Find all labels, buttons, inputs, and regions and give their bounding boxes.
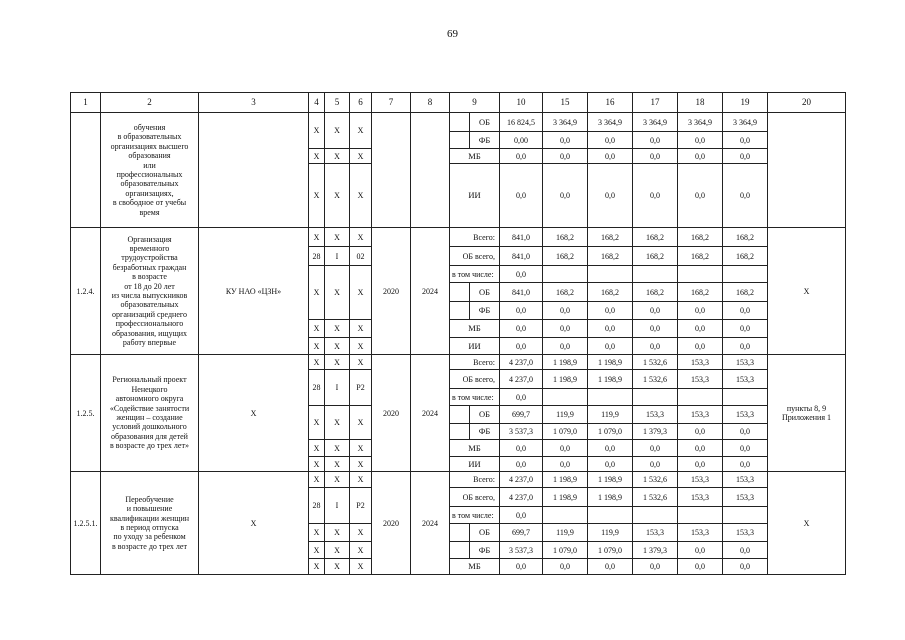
value-cell: 0,0 (588, 440, 633, 457)
value-cell (588, 507, 633, 524)
value-cell: 699,7 (500, 524, 543, 542)
value-cell: 0,0 (500, 320, 543, 338)
value-cell: 0,0 (543, 132, 588, 149)
value-cell: 0,0 (678, 559, 723, 575)
code-4: Х (309, 542, 325, 559)
funding-type: МБ (450, 559, 500, 575)
funding-type: ОБ (470, 283, 500, 302)
year-end: 2024 (411, 355, 450, 472)
funding-type: ИИ (450, 164, 500, 228)
code-5: Х (325, 228, 350, 247)
code-4: Х (309, 113, 325, 149)
value-cell: 168,2 (678, 228, 723, 247)
col20-cell: Х (768, 472, 846, 575)
column-header: 17 (633, 93, 678, 113)
table-row (71, 472, 846, 488)
code-4: Х (309, 266, 325, 320)
funding-type: ОБ всего, (450, 488, 500, 507)
description-cell: Переобучение и повышение квалификации женщин в период отпуска по уходу за ребенком в возрасте до трех лет (101, 472, 199, 575)
value-cell: 1 198,9 (588, 355, 633, 370)
column-header: 15 (543, 93, 588, 113)
funding-type: в том числе: (450, 266, 500, 283)
value-cell: 119,9 (588, 524, 633, 542)
funding-type: ОБ всего, (450, 370, 500, 389)
funding-type: ФБ (470, 542, 500, 559)
value-cell (678, 389, 723, 406)
value-cell: 1 079,0 (588, 542, 633, 559)
column-header: 5 (325, 93, 350, 113)
year-start (372, 113, 411, 228)
value-cell: 1 198,9 (543, 488, 588, 507)
value-cell (678, 507, 723, 524)
value-cell: 168,2 (588, 247, 633, 266)
code-6: 02 (350, 247, 372, 266)
column-header: 1 (71, 93, 101, 113)
value-cell: 0,0 (588, 149, 633, 164)
code-6: Х (350, 559, 372, 575)
value-cell: 0,0 (723, 338, 768, 355)
value-cell: 1 079,0 (543, 424, 588, 440)
year-start: 2020 (372, 228, 411, 355)
code-5: Х (325, 524, 350, 542)
code-6: Х (350, 228, 372, 247)
funding-type: ФБ (470, 132, 500, 149)
value-cell: 153,3 (723, 488, 768, 507)
code-4: 28 (309, 370, 325, 406)
column-header: 18 (678, 93, 723, 113)
code-6: Х (350, 113, 372, 149)
value-cell: 153,3 (633, 524, 678, 542)
value-cell: 168,2 (633, 228, 678, 247)
code-6: Х (350, 149, 372, 164)
value-cell: 153,3 (678, 524, 723, 542)
funding-type: Всего: (450, 355, 500, 370)
code-6: Р2 (350, 488, 372, 524)
value-cell (633, 507, 678, 524)
value-cell (588, 389, 633, 406)
value-cell: 0,0 (543, 320, 588, 338)
value-cell: 0,0 (588, 302, 633, 320)
col20-cell: пункты 8, 9 Приложения 1 (768, 355, 846, 472)
value-cell: 168,2 (543, 247, 588, 266)
code-6: Х (350, 542, 372, 559)
value-cell: 153,3 (723, 370, 768, 389)
value-cell: 0,0 (588, 559, 633, 575)
code-4: 28 (309, 488, 325, 524)
value-cell: 168,2 (678, 247, 723, 266)
value-cell: 0,0 (723, 320, 768, 338)
value-cell: 168,2 (543, 228, 588, 247)
value-cell: 0,0 (500, 164, 543, 228)
value-cell: 0,0 (543, 559, 588, 575)
funding-type-spacer (450, 283, 470, 302)
value-cell: 153,3 (678, 488, 723, 507)
value-cell: 4 237,0 (500, 370, 543, 389)
code-6: Р2 (350, 370, 372, 406)
funding-type: ОБ всего, (450, 247, 500, 266)
value-cell: 841,0 (500, 283, 543, 302)
value-cell: 1 079,0 (543, 542, 588, 559)
value-cell: 0,0 (678, 320, 723, 338)
value-cell: 0,0 (500, 389, 543, 406)
value-cell: 153,3 (723, 524, 768, 542)
value-cell: 0,0 (500, 457, 543, 472)
value-cell: 0,0 (588, 164, 633, 228)
value-cell: 3 537,3 (500, 424, 543, 440)
funding-type: Всего: (450, 472, 500, 488)
value-cell: 119,9 (543, 406, 588, 424)
value-cell: 0,0 (723, 302, 768, 320)
value-cell: 0,0 (588, 320, 633, 338)
code-6: Х (350, 320, 372, 338)
value-cell: 1 532,6 (633, 370, 678, 389)
value-cell: 0,00 (500, 132, 543, 149)
value-cell: 4 237,0 (500, 488, 543, 507)
value-cell: 168,2 (543, 283, 588, 302)
item-number: 1.2.5. (71, 355, 101, 472)
code-6: Х (350, 266, 372, 320)
value-cell (633, 389, 678, 406)
value-cell: 1 379,3 (633, 542, 678, 559)
code-5: Х (325, 355, 350, 370)
code-5: I (325, 247, 350, 266)
year-end: 2024 (411, 228, 450, 355)
executor-cell: КУ НАО «ЦЗН» (199, 228, 309, 355)
value-cell: 3 364,9 (633, 113, 678, 132)
value-cell: 153,3 (678, 355, 723, 370)
value-cell (723, 507, 768, 524)
value-cell: 1 198,9 (588, 488, 633, 507)
budget-table (70, 92, 846, 575)
value-cell: 168,2 (588, 283, 633, 302)
value-cell: 0,0 (678, 132, 723, 149)
value-cell: 0,0 (500, 266, 543, 283)
value-cell: 4 237,0 (500, 472, 543, 488)
funding-type: в том числе: (450, 507, 500, 524)
value-cell: 0,0 (723, 164, 768, 228)
value-cell: 0,0 (588, 132, 633, 149)
code-4: Х (309, 524, 325, 542)
column-header: 7 (372, 93, 411, 113)
table-row (71, 228, 846, 247)
executor-cell (199, 113, 309, 228)
code-5: Х (325, 164, 350, 228)
value-cell: 153,3 (678, 406, 723, 424)
value-cell: 168,2 (723, 283, 768, 302)
funding-type-spacer (450, 113, 470, 132)
value-cell: 0,0 (633, 132, 678, 149)
value-cell: 0,0 (500, 302, 543, 320)
funding-type-spacer (450, 132, 470, 149)
year-end (411, 113, 450, 228)
value-cell: 1 379,3 (633, 424, 678, 440)
value-cell: 16 824,5 (500, 113, 543, 132)
value-cell: 0,0 (678, 149, 723, 164)
code-6: Х (350, 524, 372, 542)
num-cell (71, 113, 101, 228)
value-cell: 1 198,9 (543, 370, 588, 389)
value-cell: 0,0 (723, 440, 768, 457)
code-4: Х (309, 472, 325, 488)
funding-type: ОБ (470, 524, 500, 542)
funding-type: МБ (450, 440, 500, 457)
value-cell: 1 198,9 (588, 472, 633, 488)
table-row (71, 113, 846, 132)
funding-type: Всего: (450, 228, 500, 247)
value-cell: 3 537,3 (500, 542, 543, 559)
value-cell: 3 364,9 (588, 113, 633, 132)
value-cell (588, 266, 633, 283)
value-cell: 0,0 (633, 338, 678, 355)
value-cell: 0,0 (678, 542, 723, 559)
funding-type-spacer (450, 406, 470, 424)
value-cell: 1 532,6 (633, 488, 678, 507)
funding-type: ОБ (470, 406, 500, 424)
funding-type: ОБ (470, 113, 500, 132)
code-5: I (325, 370, 350, 406)
funding-type: ИИ (450, 457, 500, 472)
value-cell: 0,0 (543, 164, 588, 228)
column-header: 10 (500, 93, 543, 113)
value-cell: 0,0 (633, 559, 678, 575)
code-6: Х (350, 355, 372, 370)
value-cell: 0,0 (723, 542, 768, 559)
code-6: Х (350, 457, 372, 472)
value-cell: 0,0 (633, 457, 678, 472)
code-6: Х (350, 164, 372, 228)
value-cell: 0,0 (500, 507, 543, 524)
code-5: I (325, 488, 350, 524)
code-4: Х (309, 338, 325, 355)
value-cell: 841,0 (500, 228, 543, 247)
header-row (71, 93, 846, 113)
value-cell: 153,3 (723, 406, 768, 424)
value-cell: 119,9 (543, 524, 588, 542)
column-header: 9 (450, 93, 500, 113)
value-cell: 0,0 (543, 149, 588, 164)
value-cell: 841,0 (500, 247, 543, 266)
value-cell: 1 079,0 (588, 424, 633, 440)
code-5: Х (325, 542, 350, 559)
funding-type: МБ (450, 149, 500, 164)
code-5: Х (325, 472, 350, 488)
value-cell: 3 364,9 (723, 113, 768, 132)
value-cell: 0,0 (633, 440, 678, 457)
code-5: Х (325, 406, 350, 440)
executor-cell: Х (199, 355, 309, 472)
value-cell (543, 507, 588, 524)
value-cell: 0,0 (723, 457, 768, 472)
value-cell: 0,0 (678, 440, 723, 457)
item-number: 1.2.5.1. (71, 472, 101, 575)
code-5: Х (325, 338, 350, 355)
value-cell: 0,0 (543, 457, 588, 472)
value-cell: 0,0 (588, 338, 633, 355)
value-cell: 168,2 (678, 283, 723, 302)
value-cell: 0,0 (723, 424, 768, 440)
year-start: 2020 (372, 472, 411, 575)
code-4: Х (309, 457, 325, 472)
col20-cell: Х (768, 228, 846, 355)
column-header: 19 (723, 93, 768, 113)
value-cell: 153,3 (678, 472, 723, 488)
value-cell: 153,3 (723, 472, 768, 488)
description-cell: обучения в образовательных организациях высшего образования или профессиональных образовательных организациях, в свободное от учебы время (101, 113, 199, 228)
value-cell: 699,7 (500, 406, 543, 424)
code-4: 28 (309, 247, 325, 266)
description-cell: Региональный проект Ненецкого автономного округа «Содействие занятости женщин – создание условий дошкольного образования для детей в возрасте до трех лет» (101, 355, 199, 472)
value-cell: 0,0 (500, 338, 543, 355)
value-cell: 1 532,6 (633, 355, 678, 370)
value-cell (723, 266, 768, 283)
value-cell (723, 389, 768, 406)
value-cell: 168,2 (633, 247, 678, 266)
value-cell: 1 198,9 (543, 355, 588, 370)
value-cell: 168,2 (588, 228, 633, 247)
value-cell (543, 266, 588, 283)
value-cell: 0,0 (588, 457, 633, 472)
executor-cell: Х (199, 472, 309, 575)
code-6: Х (350, 338, 372, 355)
column-header: 2 (101, 93, 199, 113)
value-cell: 0,0 (543, 302, 588, 320)
funding-type: ИИ (450, 338, 500, 355)
value-cell: 0,0 (723, 132, 768, 149)
value-cell: 168,2 (723, 228, 768, 247)
code-5: Х (325, 266, 350, 320)
code-4: Х (309, 559, 325, 575)
year-end: 2024 (411, 472, 450, 575)
column-header: 3 (199, 93, 309, 113)
value-cell: 153,3 (723, 355, 768, 370)
value-cell: 0,0 (723, 559, 768, 575)
value-cell: 0,0 (500, 440, 543, 457)
code-4: Х (309, 164, 325, 228)
value-cell: 0,0 (500, 559, 543, 575)
year-start: 2020 (372, 355, 411, 472)
code-6: Х (350, 406, 372, 440)
item-number: 1.2.4. (71, 228, 101, 355)
value-cell: 0,0 (543, 338, 588, 355)
funding-type-spacer (450, 542, 470, 559)
code-5: Х (325, 559, 350, 575)
funding-type-spacer (450, 302, 470, 320)
value-cell: 1 532,6 (633, 472, 678, 488)
value-cell: 1 198,9 (588, 370, 633, 389)
code-5: Х (325, 113, 350, 149)
value-cell: 119,9 (588, 406, 633, 424)
code-4: Х (309, 355, 325, 370)
value-cell: 0,0 (633, 164, 678, 228)
funding-type-spacer (450, 424, 470, 440)
funding-type-spacer (450, 524, 470, 542)
funding-type: в том числе: (450, 389, 500, 406)
value-cell: 0,0 (633, 302, 678, 320)
value-cell: 0,0 (678, 338, 723, 355)
column-header: 6 (350, 93, 372, 113)
page-number: 69 (447, 28, 458, 40)
column-header: 4 (309, 93, 325, 113)
value-cell: 0,0 (678, 164, 723, 228)
funding-type: МБ (450, 320, 500, 338)
col20-cell (768, 113, 846, 228)
code-5: Х (325, 440, 350, 457)
table-row (71, 355, 846, 370)
description-cell: Организация временного трудоустройства безработных граждан в возрасте от 18 до 20 лет из числа выпускников образовательных организаций среднего профессионального образования, ищущих работу впервые (101, 228, 199, 355)
code-4: Х (309, 406, 325, 440)
value-cell: 1 198,9 (543, 472, 588, 488)
column-header: 20 (768, 93, 846, 113)
code-6: Х (350, 440, 372, 457)
value-cell: 4 237,0 (500, 355, 543, 370)
code-4: Х (309, 440, 325, 457)
value-cell: 3 364,9 (543, 113, 588, 132)
code-4: Х (309, 320, 325, 338)
value-cell (633, 266, 678, 283)
code-5: Х (325, 457, 350, 472)
value-cell: 0,0 (678, 457, 723, 472)
code-4: Х (309, 149, 325, 164)
funding-type: ФБ (470, 424, 500, 440)
value-cell: 153,3 (678, 370, 723, 389)
value-cell: 0,0 (500, 149, 543, 164)
code-6: Х (350, 472, 372, 488)
value-cell (678, 266, 723, 283)
value-cell: 168,2 (723, 247, 768, 266)
value-cell (543, 389, 588, 406)
code-5: Х (325, 320, 350, 338)
value-cell: 0,0 (723, 149, 768, 164)
value-cell: 0,0 (678, 302, 723, 320)
value-cell: 0,0 (633, 149, 678, 164)
value-cell: 0,0 (678, 424, 723, 440)
column-header: 8 (411, 93, 450, 113)
code-4: Х (309, 228, 325, 247)
value-cell: 3 364,9 (678, 113, 723, 132)
funding-type: ФБ (470, 302, 500, 320)
value-cell: 168,2 (633, 283, 678, 302)
code-5: Х (325, 149, 350, 164)
value-cell: 153,3 (633, 406, 678, 424)
value-cell: 0,0 (633, 320, 678, 338)
column-header: 16 (588, 93, 633, 113)
value-cell: 0,0 (543, 440, 588, 457)
